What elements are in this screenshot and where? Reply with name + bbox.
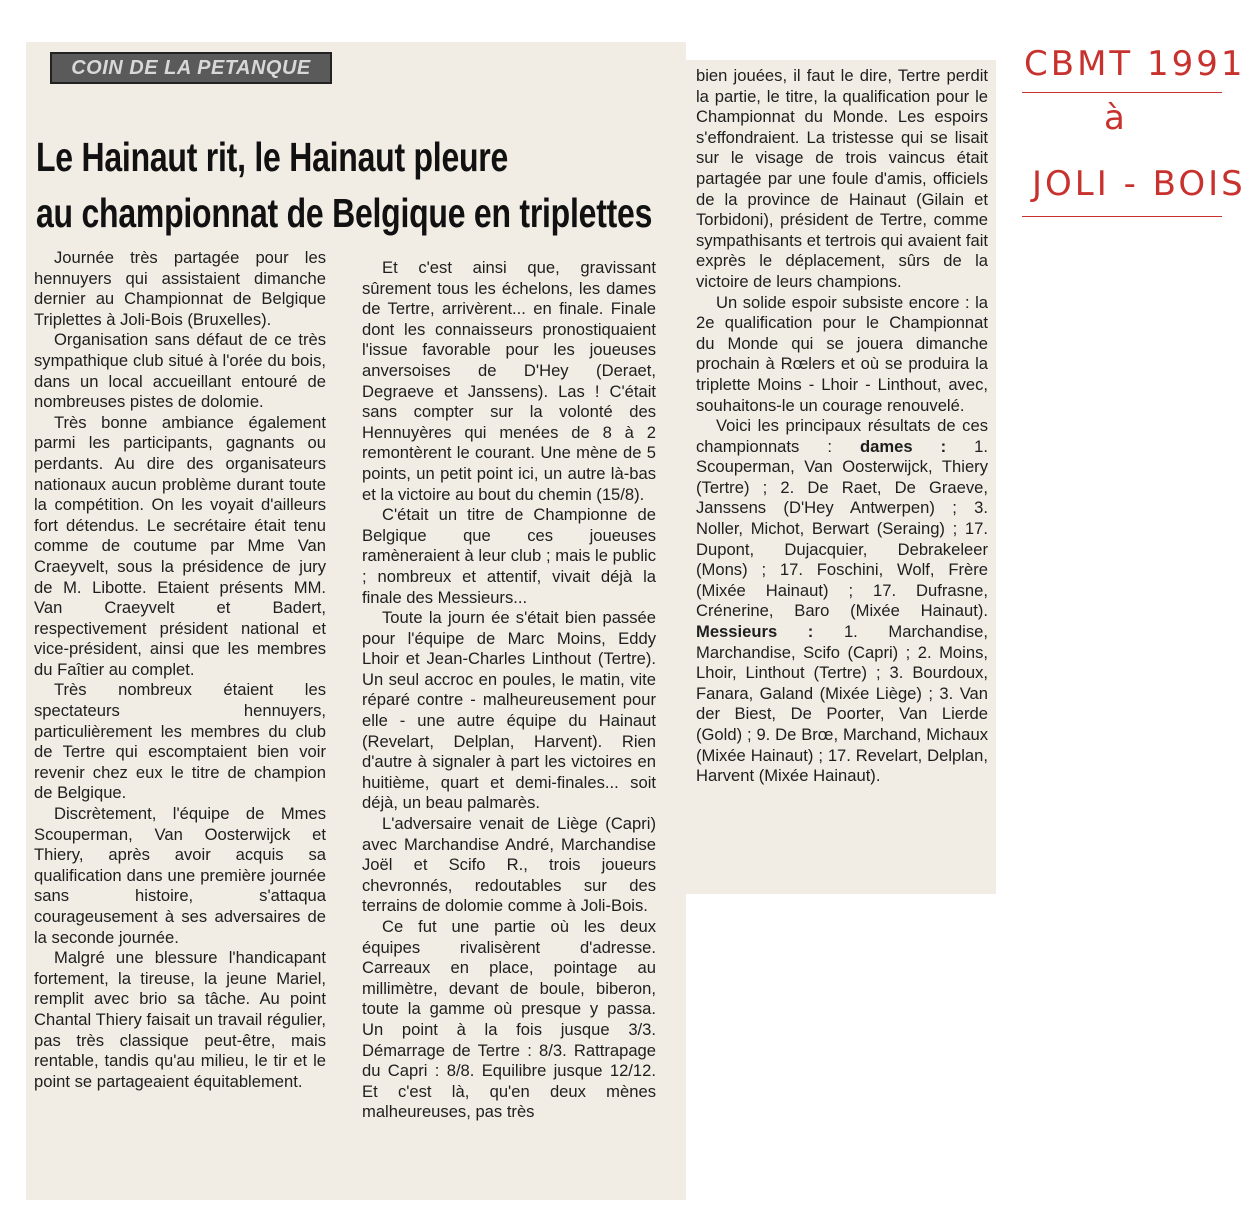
headline-line-2: au championnat de Belgique en triplettes: [36, 190, 653, 236]
paragraph: Journée très partagée pour les hennuyers qui assistaient dimanche dernier au Championnat de Belgique Triplettes à Joli-Bois (Bruxelles).: [34, 248, 326, 329]
dames-results: 1. Scouperman, Van Oosterwijck, Thiery (Tertre) ; 2. De Raet, De Graeve, Janssens (D'Hey Antwerpen) ; 3. Noller, Michot, Berwart (Seraing) ; 17. Dupont, Dujacquier, Debrakeleer (Mons) ; 17. Foschini, Wolf, Frère (Mixée Hainaut) ; 17. Dufrasne, Crénerine, Baro (Mixée Hainaut).: [696, 436, 988, 621]
paragraph: Et c'est ainsi que, gravissant sûrement tous les échelons, les dames de Tertre, arrivèrent... en finale. Finale dont les connaisseurs pronostiquaient l'issue favorable pour les joueuses anversoises de D'Hey (Deraet, Degraeve et Janssens). Las ! C'était sans compter sur la volonté des Hennuyères qui menées de 8 à 2 remontèrent le courant. Une mène de 5 points, un petit point ici, un autre là-bas et la victoire au bout du chemin (15/8).: [362, 258, 656, 504]
messieurs-results: 1. Marchandise, Marchandise, Scifo (Capri) ; 2. Moins, Lhoir, Linthout (Tertre) ; 3. Bourdoux, Fanara, Galand (Mixée Liège) ; 3. Van der Biest, De Poorter, Van Lierde (Gold) ; 9. De Brœ, Marchand, Michaux (Mixée Hainaut) ; 17. Revelart, Delplan, Harvent (Mixée Hainaut).: [696, 622, 988, 786]
paragraph: L'adversaire venait de Liège (Capri) avec Marchandise André, Marchandise Joël et Scifo R., trois joueurs chevronnés, redoutables sur des terrains de dolomie comme à Joli-Bois.: [362, 814, 656, 916]
article-column-2: [362, 258, 656, 1123]
handwritten-note-line-3: JOLI - BOIS: [1032, 164, 1246, 204]
handwritten-note-line-2: à: [1104, 98, 1128, 138]
headline-line-1: Le Hainaut rit, le Hainaut pleure: [36, 134, 509, 180]
paragraph: Toute la journ ée s'était bien passée pour l'équipe de Marc Moins, Eddy Lhoir et Jean-Charles Linthout (Tertre). Un seul accroc en poules, le matin, vite réparé contre - malheureusement pour elle - une autre équipe du Hainaut (Revelart, Delplan, Harvent). Rien d'autre à signaler à part les victoires en huitième, quart et demi-finales... soit déjà, un beau palmarès.: [362, 608, 656, 813]
paragraph: Très nombreux étaient les spectateurs hennuyers, particulièrement les membres du club de Tertre qui escomptaient bien voir revenir chez eux le titre de champion de Belgique.: [34, 680, 326, 803]
handwritten-underline: [1022, 92, 1222, 93]
paragraph: C'était un titre de Championne de Belgique que ces joueuses ramèneraient à leur club ; mais le public ; nombreux et attentif, vivait déjà la finale des Messieurs...: [362, 505, 656, 607]
article-column-3: [696, 66, 988, 787]
dames-label: dames :: [859, 436, 947, 456]
section-rubric: COIN DE LA PETANQUE: [50, 52, 332, 84]
paragraph: bien jouées, il faut le dire, Tertre perdit la partie, le titre, la qualification pour le Championnat du Monde. Les espoirs s'effondraient. La tristesse qui se lisait sur le visage de trois vaincus était partagée par une foule d'amis, officiels de la province de Hainaut (Gilain et Torbidoni), président de Tertre, comme sympathisants et tertrois qui avaient fait exprès le déplacement, sûrs de la victoire de leurs champions.: [696, 66, 988, 291]
paragraph: Discrètement, l'équipe de Mmes Scouperman, Van Oosterwijck et Thiery, après avoir acquis sa qualification dans une première journée sans histoire, s'attaqua courageusement à ses adversaires de la seconde journée.: [34, 804, 326, 947]
handwritten-underline: [1022, 216, 1222, 217]
messieurs-label: Messieurs :: [696, 622, 814, 642]
handwritten-note-line-1: CBMT 1991: [1024, 44, 1246, 84]
paragraph: Organisation sans défaut de ce très sympathique club situé à l'orée du bois, dans un local accueillant entouré de nombreuses pistes de dolomie.: [34, 330, 326, 412]
paragraph: Ce fut une partie où les deux équipes rivalisèrent d'adresse. Carreaux en place, pointage au millimètre, devant de boule, biberon, toute la gamme où presque y passa. Un point à la fois jusque 3/3. Démarrage de Tertre : 8/3. Rattrapage du Capri : 8/8. Equilibre jusque 12/12. Et c'est là, qu'en deux mènes malheureuses, pas très: [362, 917, 656, 1122]
paragraph: Très bonne ambiance également parmi les participants, gagnants ou perdants. Au dire des organisateurs nationaux aucun problème durant toute la compétition. On les voyait d'ailleurs fort détendus. Le secrétaire était tenu comme de coutume par Mme Van Craeyvelt, sous la présidence de jury de M. Libotte. Etaient présents MM. Van Craeyvelt et Badert, respectivement président national et vice-président, ainsi que les membres du Faîtier au complet.: [34, 412, 326, 679]
results-intro: Voici les principaux résultats de ces championnats :: [696, 416, 988, 456]
results-paragraph: [696, 416, 988, 787]
paragraph: Un solide espoir subsiste encore : la 2e qualification pour le Championnat du Monde qui se jouera dimanche prochain à Rœlers et où se produira la triplette Moins - Lhoir - Linthout, avec, souhaitons-le un courage renouvelé.: [696, 292, 988, 415]
paragraph: Malgré une blessure l'handicapant fortement, la tireuse, la jeune Mariel, remplit avec brio sa tâche. Au point Chantal Thiery faisait un travail régulier, pas très classique peut-être, mais rentable, tandis qu'au milieu, le tir et le point se partageaient équitablement.: [34, 948, 326, 1091]
article-column-1: [34, 248, 326, 1092]
